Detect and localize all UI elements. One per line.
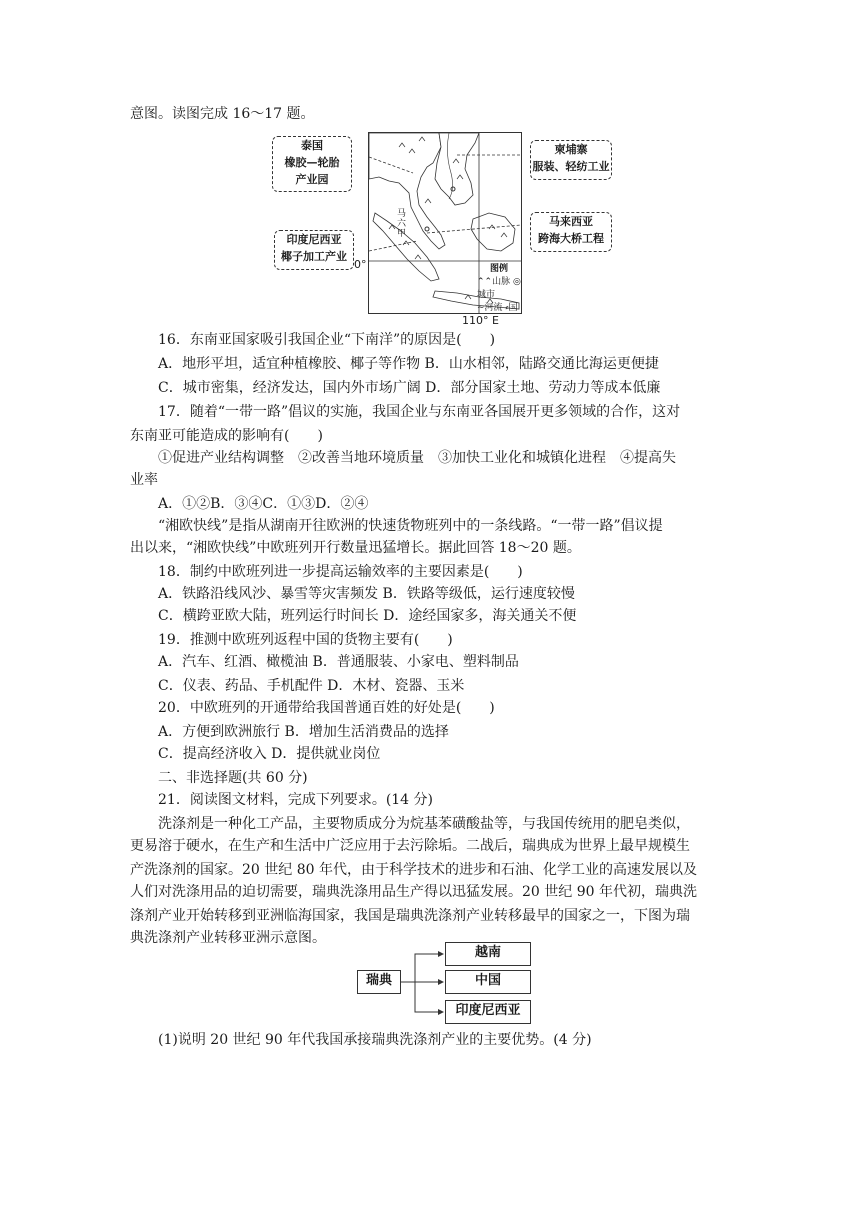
q21-para-line: 产洗涤剂的国家。20 世纪 80 年代，由于科学技术的进步和石油、化学工业的高速发展以及 [130,862,697,878]
q18-options-1: A．铁路沿线风沙、暴雪等灾害频发 B．铁路等级低，运行速度较慢 [158,586,575,602]
cambodia-box [530,140,612,180]
indonesia-box [274,230,354,270]
q17-options: A．①②B．③④C．①③D．②④ [158,496,369,512]
q17-items-2: 业率 [130,472,158,488]
q19-stem: 19．推测中欧班列返程中国的货物主要有( ) [158,632,453,648]
cambodia-box-line: 柬埔寨 [554,143,588,156]
q19-options-2: C．仪表、药品、手机配件 D．木材、瓷器、玉米 [158,678,465,694]
mountain-legend-icon: ⌃⌃ [477,277,493,287]
q21-para-line: 涤剂产业开始转移到亚洲临海国家，我国是瑞典洗涤剂产业转移最早的国家之一，下图为瑞 [130,908,690,924]
q17-stem-1: 17．随着“一带一路”倡议的实施，我国企业与东南亚各国展开更多领域的合作，这对 [158,404,681,420]
transfer-diagram [355,942,535,1022]
thailand-box-line: 产业园 [295,173,329,186]
q16-stem: 16．东南亚国家吸引我国企业“下南洋”的原因是( ) [158,332,496,348]
cambodia-box-line: 服装、轻纺工业 [532,160,610,173]
malaysia-box [530,212,612,252]
q19-options-1: A．汽车、红酒、橄榄油 B．普通服装、小家电、塑料制品 [158,654,519,670]
flow-target-box: 中国 [445,970,531,994]
indochina-shape [435,133,479,205]
q16-options-2: C．城市密集，经济发达，国内外市场广阔 D．部分国家土地、劳动力等成本低廉 [158,380,661,396]
section-heading: 二、非选择题(共 60 分) [158,770,308,786]
meridian-label: 110° E [462,314,499,327]
q21-para-line: 人们对洗涤用品的迫切需要，瑞典洗涤用品生产得以迅猛发展。20 世纪 90 年代初，瑞典洗 [130,884,697,900]
arrow-to-indonesia [401,982,443,1012]
legend-city: 城市 [477,290,496,300]
borneo-shape [471,213,515,251]
q17-items-1: ①促进产业结构调整 ②改善当地环境质量 ③加快工业化和城镇化进程 ④提高失 [158,450,676,466]
q18-stem: 18．制约中欧班列进一步提高运输效率的主要因素是( ) [158,564,523,580]
thailand-box-line: 橡胶—轮胎 [284,156,340,169]
malaysia-box-line: 马来西亚 [549,215,593,228]
q17-stem-2: 东南亚可能造成的影响有( ) [130,428,323,444]
q18-options-2: C．横跨亚欧大陆，班列运行时间长 D．途经国家多，海关通关不便 [158,608,577,624]
map-legend [477,263,521,314]
intro-18-line-1: “湘欧快线”是指从湖南开往欧洲的快速货物班列中的一条线路。“一带一路”倡议提 [158,518,663,534]
legend-title: 图例 [489,264,508,274]
legend-mountain: 山脉 [492,277,511,287]
legend-river: 河流 [484,303,503,313]
river-legend-icon: ∼ [477,303,485,313]
city-legend-icon: ◎ [512,277,521,287]
flow-source-box: 瑞典 [357,970,401,994]
thailand-box [272,136,352,192]
q20-options-1: A．方便到欧洲旅行 B．增加生活消费品的选择 [158,724,449,740]
intro-text-16: 意图。读图完成 16～17 题。 [130,106,315,122]
q21-para-line: 洗涤剂是一种化工产品，主要物质成分为烷基苯磺酸盐等，与我国传统用的肥皂类似， [158,816,690,832]
q21-para-line: 更易溶于硬水，在生产和生活中广泛应用于去污除垢。二战后，瑞典成为世界上最早规模生 [130,838,690,854]
indonesia-box-line: 印度尼西亚 [286,233,342,246]
q20-options-2: C．提高经济收入 D．提供就业岗位 [158,746,381,762]
q20-stem: 20．中欧班列的开通带给我国普通百姓的好处是( ) [158,700,495,716]
q16-options-1: A．地形平坦，适宜种植橡胶、椰子等作物 B．山水相邻，陆路交通比海运更便捷 [158,356,659,372]
q21-para-line: 典洗涤剂产业转移亚洲示意图。 [130,930,326,946]
arrow-to-vietnam [401,954,443,982]
q21-stem: 21．阅读图文材料，完成下列要求。(14 分) [158,792,434,808]
map-frame [368,132,522,314]
flow-target-box: 印度尼西亚 [445,1000,531,1024]
strait-label: 马六甲 [397,209,407,239]
southeast-asia-map-figure [272,132,612,328]
border-legend-icon: ⸗ [505,303,509,313]
flow-target-box: 越南 [445,942,531,966]
malaysia-box-line: 跨海大桥工程 [538,232,604,245]
indonesia-box-line: 椰子加工产业 [281,250,347,263]
legend-border: 国 [508,303,518,313]
q21-sub1: (1)说明 20 世纪 90 年代我国承接瑞典洗涤剂产业的主要优势。(4 分) [158,1032,592,1048]
equator-label: 0° [354,258,367,271]
thailand-box-line: 泰国 [301,139,323,152]
intro-18-line-2: 出以来，“湘欧快线”中欧班列开行数量迅猛增长。据此回答 18～20 题。 [130,540,581,556]
